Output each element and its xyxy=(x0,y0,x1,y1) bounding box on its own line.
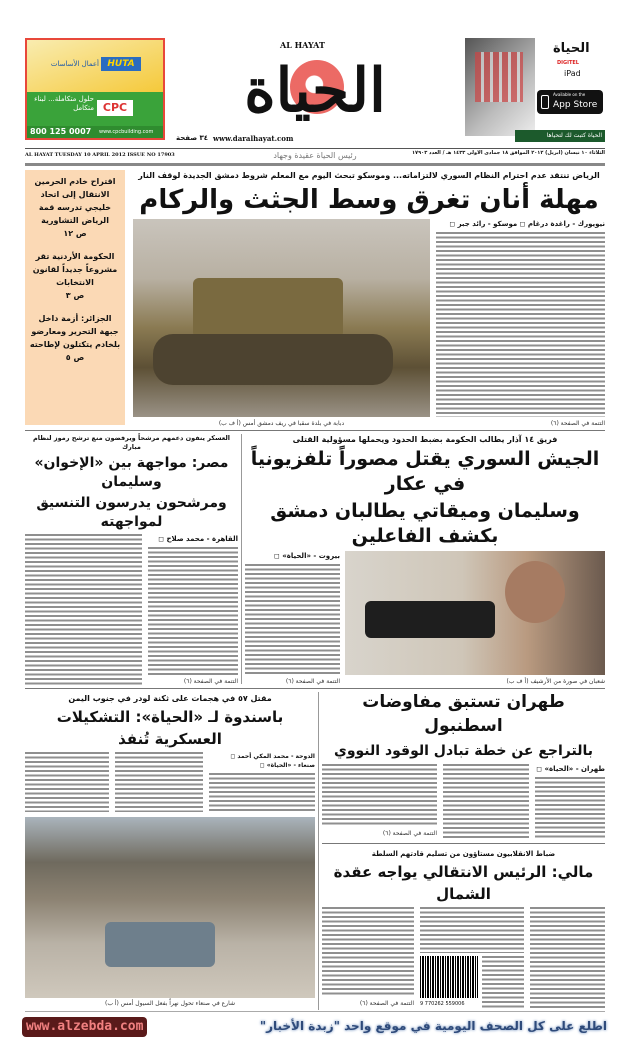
mali-body-col xyxy=(530,907,605,1008)
egypt-body-col xyxy=(25,534,142,686)
yemen-kicker: مقتل ٥٧ في هجمات على ثكنة لودر في جنوب اليمن xyxy=(68,694,272,703)
lebanon-photo-cameraman xyxy=(345,551,605,675)
lebanon-kicker: فريق ١٤ آذار يطالب الحكومة بضبط الحدود ويحملها مسؤولية القتلى xyxy=(292,435,558,444)
ad-left[interactable] xyxy=(25,38,165,140)
iran-headline-1[interactable]: طهران تستبق مفاوضات اسطنبول xyxy=(362,692,565,736)
teaser-page: ص ٥ xyxy=(65,353,85,362)
iran-mali-stories xyxy=(322,690,605,1008)
slogan: رئيس الحياة عقيدة وجهاد xyxy=(273,151,357,160)
egypt-headline-1[interactable]: مصر: مواجهة بين «الإخوان» وسليمان xyxy=(34,455,229,490)
lebanon-headline-1[interactable]: الجيش السوري يقتل مصوراً تلفزيونياً في عكار xyxy=(250,448,600,495)
egypt-continued[interactable]: التتمة في الصفحة (٦) xyxy=(183,678,238,685)
mali-body-col xyxy=(482,956,524,1008)
yemen-bylines: الدوحة - محمد المكي أحمد ◻ صنعاء - «الحياة» ◻ xyxy=(230,753,315,769)
ad-sub: DIGITEL xyxy=(557,60,579,66)
teaser[interactable] xyxy=(29,175,121,240)
logo-en: AL HAYAT xyxy=(280,40,325,50)
egypt-story xyxy=(25,434,238,686)
barcode xyxy=(420,956,478,998)
iran-continued[interactable]: التتمة في الصفحة (٦) xyxy=(382,829,437,837)
store-small: Available on the xyxy=(553,92,586,97)
lead-byline: نيويورك - راغدة درغام ◻ موسكو - رائد جبر ◻ xyxy=(449,220,605,228)
dateline-ar: الثلاثاء ١٠ نيسان (ابريل) ٢٠١٢ الموافق ١٨ جمادى الاولى ١٤٣٣ هـ / العدد ١٧٩٠٣ xyxy=(412,150,605,156)
barcode-number: 9 770262 559006 xyxy=(420,1001,465,1007)
byline: بيروت - «الحياة» xyxy=(282,552,340,560)
teaser-text: الحكومة الأردنية تقر مشروعاً جديداً لقانون الانتخابات xyxy=(32,252,118,287)
iran-body-col xyxy=(443,764,529,838)
lebanon-byline: بيروت - «الحياة» ◻ xyxy=(274,552,340,560)
lead-kicker: الرياض تنتقد عدم احترام النظام السوري لالتزاماته... وموسكو تبحث اليوم مع المعلم شروط دمشق الجديدة لوقف النار xyxy=(138,171,600,180)
byline: طهران - «الحياة» xyxy=(544,765,605,773)
lebanon-headline-2[interactable]: وسليمان وميقاتي يطالبان دمشق بكشف الفاعلين xyxy=(270,500,580,547)
ipad-image xyxy=(465,38,535,136)
mali-kicker: ضباط الانقلابيون مستاؤون من تسليم قادتهم السلطة xyxy=(371,849,556,858)
ad-phone: 800 125 0007 xyxy=(30,127,92,136)
mali-body-col xyxy=(420,907,524,953)
lead-caption: دبابة في بلدة سقبا في ريف دمشق أمس (أ ف ب) xyxy=(218,420,345,427)
sidebar-teasers xyxy=(25,170,125,425)
lebanon-continued[interactable]: التتمة في الصفحة (٦) xyxy=(285,678,340,685)
lead-photo-tank xyxy=(133,219,430,417)
store-name: App Store xyxy=(553,100,598,110)
banner-url[interactable]: www.alzebda.com xyxy=(22,1017,147,1037)
byline: صنعاء - «الحياة» xyxy=(266,762,315,769)
cpc-logo: CPC xyxy=(97,100,133,116)
teaser-page: ص ٣ xyxy=(65,291,85,300)
byline: نيويورك - راغدة درغام xyxy=(527,220,605,228)
dateline-en: AL HAYAT TUESDAY 10 APRIL 2012 ISSUE NO 17903 xyxy=(25,152,175,158)
iran-byline: طهران - «الحياة» ◻ xyxy=(536,765,605,773)
lead-story xyxy=(133,170,605,428)
iran-body-col xyxy=(535,777,605,838)
mali-body-col xyxy=(322,907,414,997)
teaser-page: ص ١٢ xyxy=(63,229,87,238)
teaser-text: اقتراح خادم الحرمين الانتقال إلى اتحاد خليجي تدرسه قمة الرياض التشاورية xyxy=(34,177,116,225)
yemen-photo-flood xyxy=(25,817,315,998)
banner-text[interactable]: اطلع على كل الصحف اليومية في موقع واحد "زبدة الأخبار" xyxy=(259,1019,607,1033)
byline: موسكو - رائد جبر xyxy=(457,220,518,228)
lead-body xyxy=(436,232,605,417)
ad-brand: الحياة xyxy=(553,41,590,56)
egypt-kicker: العسكر ينفون دعمهم مرشحاً ويرفضون منع ترشح رموز لنظام مبارك xyxy=(32,434,231,451)
ad-tagline: أعمال الأساسات xyxy=(50,60,99,68)
lebanon-story xyxy=(245,434,605,686)
yemen-body-col xyxy=(209,773,315,812)
ad-tagline-2: حلول متكاملة... لبناء متكامل xyxy=(34,95,94,112)
iran-body-col xyxy=(322,764,437,827)
yemen-body-col xyxy=(25,752,109,812)
yemen-headline[interactable]: باسندوة لـ «الحياة»: التشكيلات العسكرية تُنفذ xyxy=(56,708,284,748)
ad-tagline: الحياة كتبت لك لتحياها xyxy=(515,130,605,142)
app-store-badge[interactable] xyxy=(537,90,603,114)
byline: القاهرة - محمد صلاح xyxy=(166,535,238,543)
yemen-body-col xyxy=(115,752,203,812)
ad-device: iPad xyxy=(564,69,581,78)
website[interactable]: www.daralhayat.com xyxy=(213,134,294,143)
lead-headline[interactable]: مهلة أنان تغرق وسط الجثث والركام xyxy=(139,185,599,215)
egypt-body-col xyxy=(148,547,238,675)
yemen-story xyxy=(25,693,315,1008)
teaser[interactable] xyxy=(29,250,121,302)
mali-continued[interactable]: التتمة في الصفحة (٦) xyxy=(359,1000,414,1007)
huta-logo: HUTA xyxy=(101,57,141,71)
egypt-headline-2[interactable]: ومرشحون يدرسون التنسيق لمواجهته xyxy=(36,495,227,530)
logo-ar: الحياة xyxy=(244,56,386,126)
teaser-text: الجزائر: أزمة داخل جبهة التحرير ومعارضو بلخادم يتكتلون لإطاحته xyxy=(29,314,121,349)
lebanon-body xyxy=(245,564,340,675)
byline: الدوحة - محمد المكي أحمد xyxy=(237,753,315,760)
ad-right[interactable] xyxy=(465,38,605,143)
ad-url: www.cpcbuilding.com xyxy=(99,129,154,135)
pages-count: ٣٤ صفحة xyxy=(176,134,209,142)
egypt-byline: القاهرة - محمد صلاح ◻ xyxy=(158,535,238,543)
lebanon-caption: شعبان في صورة من الأرشيف (أ ف ب) xyxy=(506,678,605,685)
mali-headline[interactable]: مالي: الرئيس الانتقالي يواجه عقدة الشمال xyxy=(333,862,594,903)
lead-continued[interactable]: التتمة في الصفحة (٦) xyxy=(550,420,605,427)
yemen-caption: شارع في صنعاء تحول نهراً بفعل السيول أمس (أ ب) xyxy=(104,1000,236,1007)
teaser[interactable] xyxy=(29,312,121,364)
phone-icon xyxy=(541,95,549,109)
iran-headline-2[interactable]: بالتراجع عن خطة تبادل الوقود النووي xyxy=(334,743,593,759)
